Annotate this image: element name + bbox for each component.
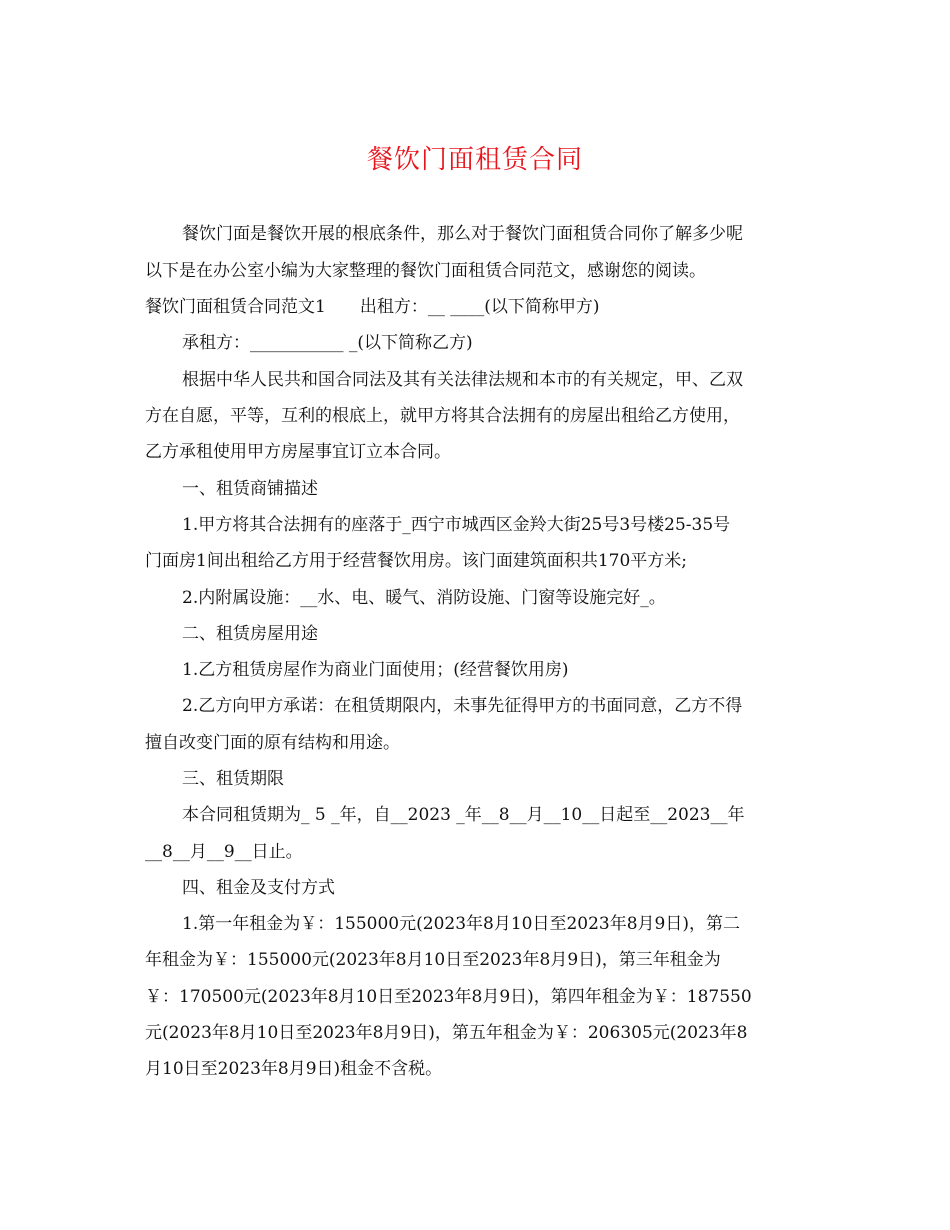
clause-1-2: 2.内附属设施：__水、电、暖气、消防设施、门窗等设施完好_。 — [182, 588, 666, 608]
preamble-line-3: 乙方承租使用甲方房屋事宜订立本合同。 — [145, 442, 451, 462]
term-line-1: 本合同租赁期为_ 5 _年，自__2023 _年__8__月__10__日起至__2023__年 — [182, 805, 745, 825]
lessor-line: 餐饮门面租赁合同范文1 出租方：__ ____(以下简称甲方) — [145, 297, 600, 317]
term-line-2: __8__月__9__日止。 — [145, 842, 303, 862]
clause-1-1-line-1: 1.甲方将其合法拥有的座落于_西宁市城西区金羚大街25号3号楼25-35号 — [182, 515, 731, 535]
preamble-line-2: 方在自愿，平等，互利的根底上，就甲方将其合法拥有的房屋出租给乙方使用， — [145, 406, 740, 426]
preamble-line-1: 根据中华人民共和国合同法及其有关法律法规和本市的有关规定，甲、乙双 — [182, 370, 743, 390]
rent-line-1: 1.第一年租金为￥：155000元(2023年8月10日至2023年8月9日)，第二 — [182, 914, 740, 934]
rent-line-4: 元(2023年8月10日至2023年8月9日)，第五年租金为￥：206305元(2023年8 — [145, 1023, 748, 1043]
section-heading-1: 一、租赁商铺描述 — [182, 479, 318, 499]
clause-1-1-line-2: 门面房1间出租给乙方用于经营餐饮用房。该门面建筑面积共170平方米; — [145, 551, 687, 571]
rent-line-3: ￥：170500元(2023年8月10日至2023年8月9日)，第四年租金为￥：187550 — [145, 987, 752, 1007]
section-heading-4: 四、租金及支付方式 — [182, 878, 335, 898]
intro-line-1: 餐饮门面是餐饮开展的根底条件，那么对于餐饮门面租赁合同你了解多少呢 — [182, 224, 743, 244]
rent-line-5: 月10日至2023年8月9日)租金不含税。 — [145, 1059, 443, 1079]
intro-line-2: 以下是在办公室小编为大家整理的餐饮门面租赁合同范文，感谢您的阅读。 — [145, 261, 706, 281]
section-heading-2: 二、租赁房屋用途 — [182, 624, 318, 644]
clause-2-2-line-1: 2.乙方向甲方承诺：在租赁期限内，未事先征得甲方的书面同意，乙方不得 — [182, 696, 743, 716]
document-title: 餐饮门面租赁合同 — [366, 145, 583, 175]
rent-line-2: 年租金为￥：155000元(2023年8月10日至2023年8月9日)，第三年租金为 — [145, 950, 721, 970]
section-heading-3: 三、租赁期限 — [182, 769, 284, 789]
clause-2-1: 1.乙方租赁房屋作为商业门面使用；(经营餐饮用房) — [182, 660, 569, 680]
clause-2-2-line-2: 擅自改变门面的原有结构和用途。 — [145, 733, 400, 753]
lessee-line: 承租方：___________ _(以下简称乙方) — [182, 333, 473, 353]
